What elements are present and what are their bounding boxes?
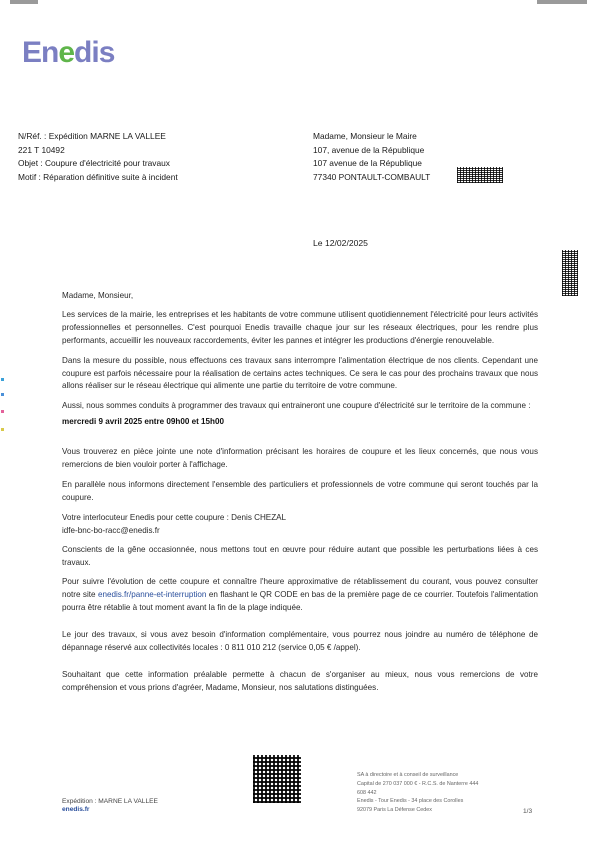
legal-line-1: SA à directoire et à conseil de surveillance: [357, 772, 459, 778]
enedis-logo: Enedis: [22, 36, 115, 69]
side-datamatrix: [562, 250, 578, 296]
sender-block: [18, 130, 178, 184]
legal-line-2: Capital de 270 037 000 € - R.C.S. de Nanterre 444: [357, 780, 479, 787]
paragraph-3: Aussi, nous sommes conduits à programmer des travaux qui entraineront une coupure d'électricité sur le territoire de la commune :: [62, 401, 531, 411]
recipient-address-2: 107 avenue de la République: [313, 158, 422, 168]
reference-line: N/Réf. : Expédition MARNE LA VALLEE: [18, 131, 166, 141]
recipient-address-1: 107, avenue de la République: [313, 144, 425, 155]
scan-mark-right: [537, 0, 587, 4]
paragraph-1: Les services de la mairie, les entreprises et les habitants de votre commune utilisent quotidiennement l'électricité pour leurs activités professionnelles et personnelles. C'est pourquoi Enedis travaille chaque jour sur les réseaux électriques, pour les rendre plus performants, accueillir les nouveaux raccordements, éviter les pannes et intégrer les productions d'énergie renouvelable.: [62, 309, 538, 345]
paragraph-8: Le jour des travaux, si vous avez besoin d'information complémentaire, vous pourrez nous joindre au numéro de téléphone de dépannage réservé aux collectivités locales : 0 811 010 212 (service 0,05 € /appel).: [62, 630, 538, 653]
footer-sender: [62, 798, 158, 814]
paragraph-7-end: en flashant le QR CODE en bas de la première page de ce courrier. Toutefois l'alimentation pourra être rétablie à tout moment avant la fin de la plage indiquée.: [62, 590, 538, 613]
paragraph-2: Dans la mesure du possible, nous effectuons ces travaux sans interrompre l'alimentation électrique de nos clients. Cependant une coupure est parfois nécessaire pour la réalisation de certains actes techniques. Ce sera le cas pour des prochains travaux que nous allons réaliser sur le réseau électrique qui alimente une partie du territoire de votre commune.: [62, 355, 538, 391]
reason-line: Motif : Réparation définitive suite à incident: [18, 171, 178, 182]
scan-dot: [1, 393, 4, 396]
recipient-city: 77340 PONTAULT-COMBAULT: [313, 171, 431, 182]
page-number: 1/3: [523, 808, 533, 815]
paragraph-4: Vous trouverez en pièce jointe une note d'information précisant les horaires de coupure et les lieux concernés, que nous vous remercions de bien vouloir porter à l'affichage.: [62, 447, 538, 470]
contact-line: Votre interlocuteur Enedis pour cette coupure : Denis CHEZAL: [62, 512, 287, 522]
outage-schedule: mercredi 9 avril 2025 entre 09h00 et 15h00: [62, 417, 224, 427]
scan-dot: [1, 410, 4, 413]
footer-website[interactable]: enedis.fr: [62, 806, 90, 813]
paragraph-7: [62, 576, 538, 615]
contact-email: idfe-bnc-bo-racc@enedis.fr: [62, 525, 160, 535]
paragraph-6: Conscients de la gêne occasionnée, nous mettons tout en œuvre pour réduire autant que possible les perturbations liées à ces travaux.: [62, 544, 538, 567]
scan-dot: [1, 428, 4, 431]
subject-line: Objet : Coupure d'électricité pour travaux: [18, 158, 170, 168]
salutation: Madame, Monsieur,: [62, 291, 134, 300]
legal-line-4: Enedis - Tour Enedis - 34 place des Corolles: [357, 798, 464, 805]
legal-line-3: 608 442: [357, 789, 377, 796]
legal-line-5: 92079 Paris La Défense Cedex: [357, 807, 432, 814]
reference-number: 221 T 10492: [18, 144, 65, 155]
footer-expedition: Expédition : MARNE LA VALLEE: [62, 798, 158, 805]
paragraph-9: Souhaitant que cette information préalable permette à chacun de s'organiser au mieux, nous vous remercions de votre compréhension et vous prions d'agréer, Madame, Monsieur, nos salutations distinguées.: [62, 669, 538, 692]
address-barcode: [457, 167, 503, 183]
scan-dot: [1, 378, 4, 381]
footer-legal: [357, 771, 527, 815]
paragraph-7-start: Pour suivre l'évolution de cette coupure et connaître l'heure approximative de rétablissement du courant, vous pouvez consulter notre site: [62, 577, 538, 600]
letter-date: Le 12/02/2025: [313, 238, 368, 248]
scan-mark-left: [10, 0, 38, 4]
recipient-block: [313, 130, 430, 184]
letter-body: [62, 290, 538, 695]
outage-info-link[interactable]: enedis.fr/panne-et-interruption: [97, 590, 207, 600]
paragraph-5: En parallèle nous informons directement l'ensemble des particuliers et professionnels de votre commune qui seront touchés par la coupure.: [62, 479, 538, 502]
recipient-name: Madame, Monsieur le Maire: [313, 131, 417, 141]
qr-code[interactable]: [253, 755, 301, 803]
